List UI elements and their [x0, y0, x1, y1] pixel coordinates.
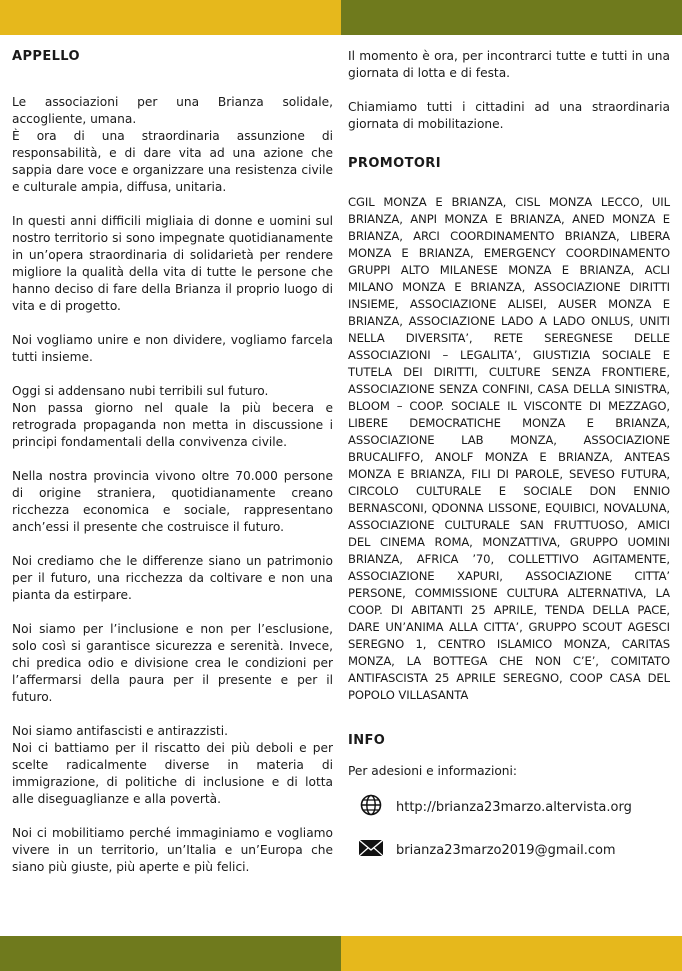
- appello-paragraph: Noi vogliamo unire e non dividere, vogliamo farcela tutti insieme.: [12, 333, 333, 364]
- appello-paragraph: Oggi si addensano nubi terribili sul futuro. Non passa giorno nel quale la più becera e retrograda propaganda non metta in discussione i principi fondamentali della convivenza civile.: [12, 384, 333, 449]
- bottom-left-band: [0, 936, 341, 971]
- email-link[interactable]: brianza23marzo2019@gmail.com: [396, 843, 616, 858]
- appello-paragraph: Nella nostra provincia vivono oltre 70.000 persone di origine straniera, quotidianamente creano ricchezza economica e sociale, rappresentano anch’essi il presente che costruisce il futuro.: [12, 469, 333, 534]
- email-row[interactable]: [358, 837, 670, 864]
- info-heading: INFO: [348, 733, 386, 748]
- bottom-right-band: [341, 936, 682, 971]
- appello-heading: APPELLO: [12, 49, 80, 64]
- promotori-list: CGIL MONZA E BRIANZA, CISL MONZA LECCO, UIL BRIANZA, ANPI MONZA E BRIANZA, ANED MONZA E BRIANZA, ARCI COORDINAMENTO BRIANZA, LIBERA MONZA E BRIANZA, EMERGENCY COORDINAMENTO GRUPPI ALTO MILANESE MONZA E BRIANZA, ACLI MILANO MONZA E BRIANZA, ASSOCIAZIONE DIRITTI INSIEME, ASSOCIAZIONE ALISEI, AUSER MONZA E BRIANZA, ASSOCIAZIONE LADO A LADO ONLUS, UNITI NELLA DIVERSITA’, RETE SEREGNESE DELLE ASSOCIAZIONI – LEGALITA’, GIUSTIZIA SOCIALE E TUTELA DEI DIRITTI, CULTURE SENZA FRONTIERE, ASSOCIAZIONE SENZA CONFINI, CASA DELLA SINISTRA, BLOOM – COOP. SOCIALE IL VISCONTE DI MEZZAGO, LIBERE DEMOCRATICHE MONZA E BRIANZA, ASSOCIAZIONE LAB MONZA, ASSOCIAZIONE BRUCALIFFO, ANOLF MONZA E BRIANZA, ANTEAS MONZA E BRIANZA, FILI DI PAROLE, SEVESO FUTURA, CIRCOLO CULTURALE E SOCIALE DON ENNIO BERNASCONI, QDONNA LISSONE, EQUIBICI, NOVALUNA, ASSOCIAZIONE CULTURALE SAN FRUTTUOSO, AMICI DEL CINEMA ROMA, MONZATTIVA, GRUPPO UOMINI BRIANZA, AFRICA ’70, COLLETTIVO AGITAMENTE, ASSOCIAZIONE XAPURI, ASSOCIAZIONE CITTA’ PERSONE, COMMISSIONE CULTURA ALTERNATIVA, LA COOP. DI ABITANTI 25 APRILE, TENDA DELLA PACE, DARE UN’ANIMA ALLA CITTA’, GRUPPO SCOUT AGESCI SEREGNO 1, CENTRO ISLAMICO MONZA, CARITAS MONZA, LA BOTTEGA CHE NON C’E’, COMITATO ANTIFASCISTA 25 APRILE SEREGNO, COOP CASA DEL POPOLO VILLASANTA: [348, 195, 670, 702]
- info-intro: Per adesioni e informazioni:: [348, 764, 517, 778]
- appello-paragraph: In questi anni difficili migliaia di donne e uomini sul nostro territorio si sono impegnate quotidianamente in un’opera straordinaria di solidarietà per rendere migliore la qualità della vita di tutte le persone che hanno deciso di fare della Brianza il proprio luogo di vita e di progetto.: [12, 214, 333, 313]
- appello-paragraph: Noi crediamo che le differenze siano un patrimonio per il futuro, una ricchezza da coltivare e non una pianta da estirpare.: [12, 554, 333, 602]
- appello-paragraph: Noi ci mobilitiamo perché immaginiamo e vogliamo vivere in un territorio, un’Italia e un’Europa che siano più giuste, più aperte e più felici.: [12, 826, 333, 874]
- intro-paragraph: Chiamiamo tutti i cittadini ad una straordinaria giornata di mobilitazione.: [348, 100, 670, 131]
- website-row[interactable]: [358, 794, 670, 821]
- appello-paragraph: Noi siamo antifascisti e antirazzisti. Noi ci battiamo per il riscatto dei più deboli e per scelte radicalmente diverse in materia di immigrazione, di politiche di inclusione e di lotta alle diseguaglianze e alla povertà.: [12, 724, 333, 806]
- appello-paragraph: Noi siamo per l’inclusione e non per l’esclusione, solo così si garantisce sicurezza e serenità. Invece, chi predica odio e divisione crea le condizioni per l’affermarsi della paura per il presente e per il futuro.: [12, 622, 333, 704]
- website-link[interactable]: http://brianza23marzo.altervista.org: [396, 800, 632, 815]
- appello-paragraph: Le associazioni per una Brianza solidale, accogliente, umana. È ora di una straordinaria assunzione di responsabilità, e di dare vita ad una azione che sappia dare voce e organizzare una resistenza civile e culturale ampia, diffusa, unitaria.: [12, 95, 333, 194]
- intro-paragraph: Il momento è ora, per incontrarci tutte e tutti in una giornata di lotta e di festa.: [348, 49, 670, 80]
- right-column: [348, 48, 670, 880]
- appello-column: [12, 48, 333, 893]
- promotori-heading: PROMOTORI: [348, 156, 441, 171]
- envelope-icon: [358, 837, 396, 864]
- top-right-band: [341, 0, 682, 35]
- globe-icon: [358, 794, 396, 821]
- top-left-band: [0, 0, 341, 35]
